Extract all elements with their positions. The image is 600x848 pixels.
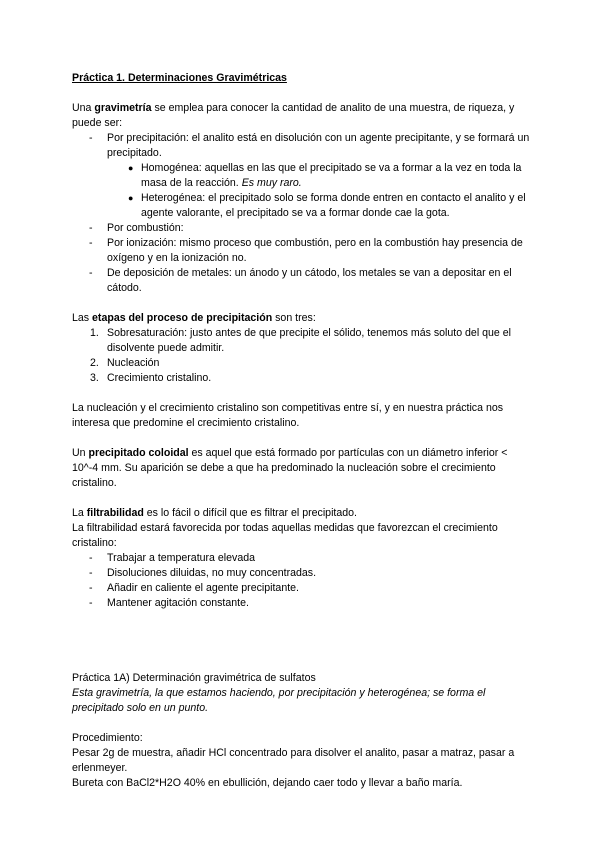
practice-heading: Práctica 1A) Determinación gravimétrica de sulfatos <box>72 672 316 684</box>
list-item: 3. Crecimiento cristalino. <box>90 372 212 384</box>
bullet-icon: ● <box>128 163 134 173</box>
colloid-bold-term: precipitado coloidal <box>88 447 189 459</box>
filter-bold-term: filtrabilidad <box>86 507 144 519</box>
intro-paragraph: Una gravimetría se emplea para conocer la cantidad de analito de una muestra, de riqueza, y puede ser: <box>72 102 515 129</box>
list-item: - Por ionización: mismo proceso que combustión, pero en la combustión hay presencia de oxígeno y en la ionización no. <box>89 237 523 264</box>
page-title: Práctica 1. Determinaciones Gravimétricas <box>72 72 287 84</box>
list-item: - Mantener agitación constante. <box>89 597 249 609</box>
competition-paragraph: La nucleación y el crecimiento cristalino son competitivas entre sí, y en nuestra práctica nos interesa que predomine el crecimiento cristalino. <box>72 402 504 429</box>
filter-line2: La filtrabilidad estará favorecida por todas aquellas medidas que favorezcan el crecimiento cristalino: <box>72 522 498 549</box>
list-item: - Disoluciones diluidas, no muy concentradas. <box>89 567 317 579</box>
stages-list <box>72 326 530 386</box>
stages-paragraph: Las etapas del proceso de precipitación son tres: <box>72 312 316 324</box>
sub-list <box>72 161 530 221</box>
intro-bold-term: gravimetría <box>94 102 152 114</box>
procedure-step-2: Bureta con BaCl2*H2O 40% en ebullición, dejando caer todo y llevar a baño maría. <box>72 777 463 789</box>
document-body <box>72 71 530 791</box>
list-item: - Por precipitación: el analito está en disolución con un agente precipitante, y se formará un precipitado. ● Homogénea: aquellas en las que el precipitado se va a formar a la vez en toda la masa de la reacción. Es muy raro. ● Heterogénea: el precipitado solo se forma donde entren en contacto el analito y el agente valorante, el precipitado se va a formar donde cae la gota. <box>72 131 530 221</box>
filter-paragraph: La filtrabilidad es lo fácil o difícil que es filtrar el precipitado. <box>72 507 357 519</box>
methods-list <box>72 131 530 296</box>
list-item: ● Homogénea: aquellas en las que el precipitado se va a formar a la vez en toda la masa de la reacción. Es muy raro. <box>128 162 522 189</box>
colloid-paragraph: Un precipitado coloidal es aquel que está formado por partículas con un diámetro inferior < 10^-4 mm. Su aparición se debe a que ha predominado la nucleación sobre el crecimiento cristalino. <box>72 447 508 489</box>
list-item: - De deposición de metales: un ánodo y un cátodo, los metales se van a depositar en el cátodo. <box>89 267 512 294</box>
filter-list <box>72 551 530 611</box>
list-item: - Trabajar a temperatura elevada <box>89 552 256 564</box>
list-item: 1. Sobresaturación: justo antes de que precipite el sólido, tenemos más soluto del que el disolvente puede admitir. <box>90 327 511 354</box>
practice-note: Esta gravimetría, la que estamos haciendo, por precipitación y heterogénea; se forma el precipitado solo en un punto. <box>72 687 486 714</box>
list-item: 2. Nucleación <box>90 357 160 369</box>
list-item: - Por combustión: <box>89 222 184 234</box>
bullet-icon: ● <box>128 193 134 203</box>
list-item: - Añadir en caliente el agente precipitante. <box>89 582 299 594</box>
stages-bold-term: etapas del proceso de precipitación <box>92 312 273 324</box>
procedure-label: Procedimiento: <box>72 732 143 744</box>
list-item: ● Heterogénea: el precipitado solo se forma donde entren en contacto el analito y el agente valorante, el precipitado se va a formar donde cae la gota. <box>128 192 526 219</box>
procedure-step-1: Pesar 2g de muestra, añadir HCl concentrado para disolver el analito, pasar a matraz, pasar a erlenmeyer. <box>72 747 515 774</box>
